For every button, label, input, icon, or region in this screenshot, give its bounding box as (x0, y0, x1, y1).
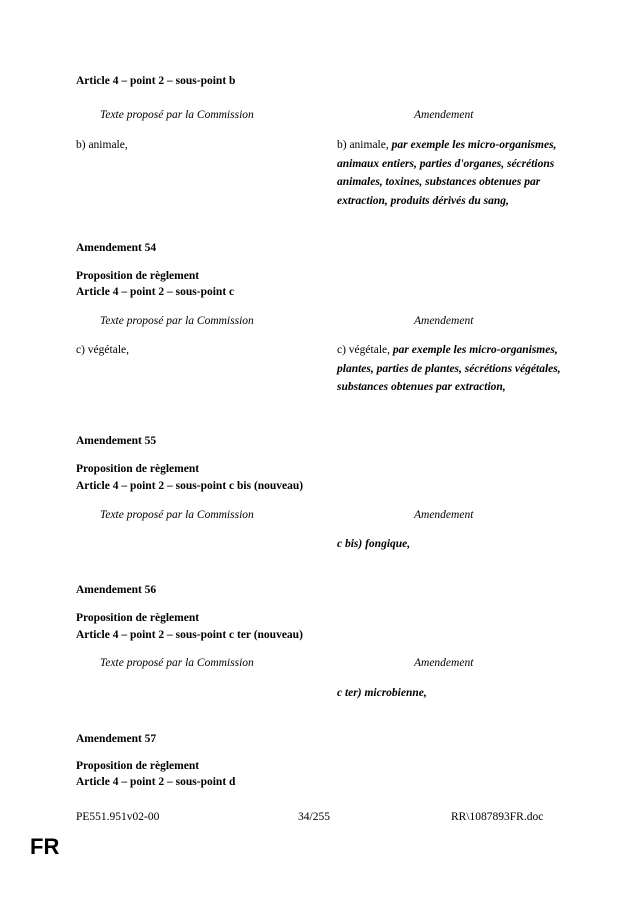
proposal-heading: Proposition de règlement (76, 463, 200, 475)
commission-text: c) végétale, (76, 344, 129, 356)
amendment-text-emphasis: par exemple les micro-organismes, animaux entiers, parties d'organes, sécrétions animales, toxines, substances obtenues par extraction, produits dérivés du sang, (337, 139, 557, 207)
amendment-text (337, 341, 567, 397)
amendment-text: c bis) fongique, (337, 538, 411, 550)
column-header-commission: Texte proposé par la Commission (100, 509, 254, 521)
language-tag: FR (30, 834, 60, 859)
column-header-commission: Texte proposé par la Commission (100, 109, 254, 121)
column-header-commission: Texte proposé par la Commission (100, 657, 254, 669)
amendment-number: Amendement 57 (76, 733, 157, 745)
amendment-number: Amendement 54 (76, 242, 157, 254)
proposal-heading: Proposition de règlement (76, 760, 200, 772)
column-header-amendment: Amendement (414, 509, 474, 521)
article-reference: Article 4 – point 2 – sous-point c ter (nouveau) (76, 629, 303, 641)
amendment-text-plain: c) végétale, (337, 344, 393, 356)
column-header-amendment: Amendement (414, 109, 474, 121)
footer-page-number: 34/255 (298, 811, 330, 823)
footer-document-id: PE551.951v02-00 (76, 811, 160, 823)
amendment-text: c ter) microbienne, (337, 687, 427, 699)
proposal-heading: Proposition de règlement (76, 612, 200, 624)
column-header-amendment: Amendement (414, 315, 474, 327)
commission-text: b) animale, (76, 139, 128, 151)
article-reference: Article 4 – point 2 – sous-point c bis (nouveau) (76, 480, 304, 492)
column-header-commission: Texte proposé par la Commission (100, 315, 254, 327)
amendment-text-emphasis: par exemple les micro-organismes, plantes, parties de plantes, sécrétions végétales, substances obtenues par extraction, (337, 344, 561, 393)
article-reference: Article 4 – point 2 – sous-point b (76, 75, 236, 87)
footer-file-name: RR\1087893FR.doc (451, 811, 544, 823)
amendment-text (337, 136, 567, 210)
amendment-number: Amendement 55 (76, 435, 157, 447)
article-reference: Article 4 – point 2 – sous-point c (76, 286, 235, 298)
amendment-number: Amendement 56 (76, 584, 157, 596)
proposal-heading: Proposition de règlement (76, 270, 200, 282)
column-header-amendment: Amendement (414, 657, 474, 669)
article-reference: Article 4 – point 2 – sous-point d (76, 776, 236, 788)
amendment-text-plain: b) animale, (337, 139, 392, 151)
